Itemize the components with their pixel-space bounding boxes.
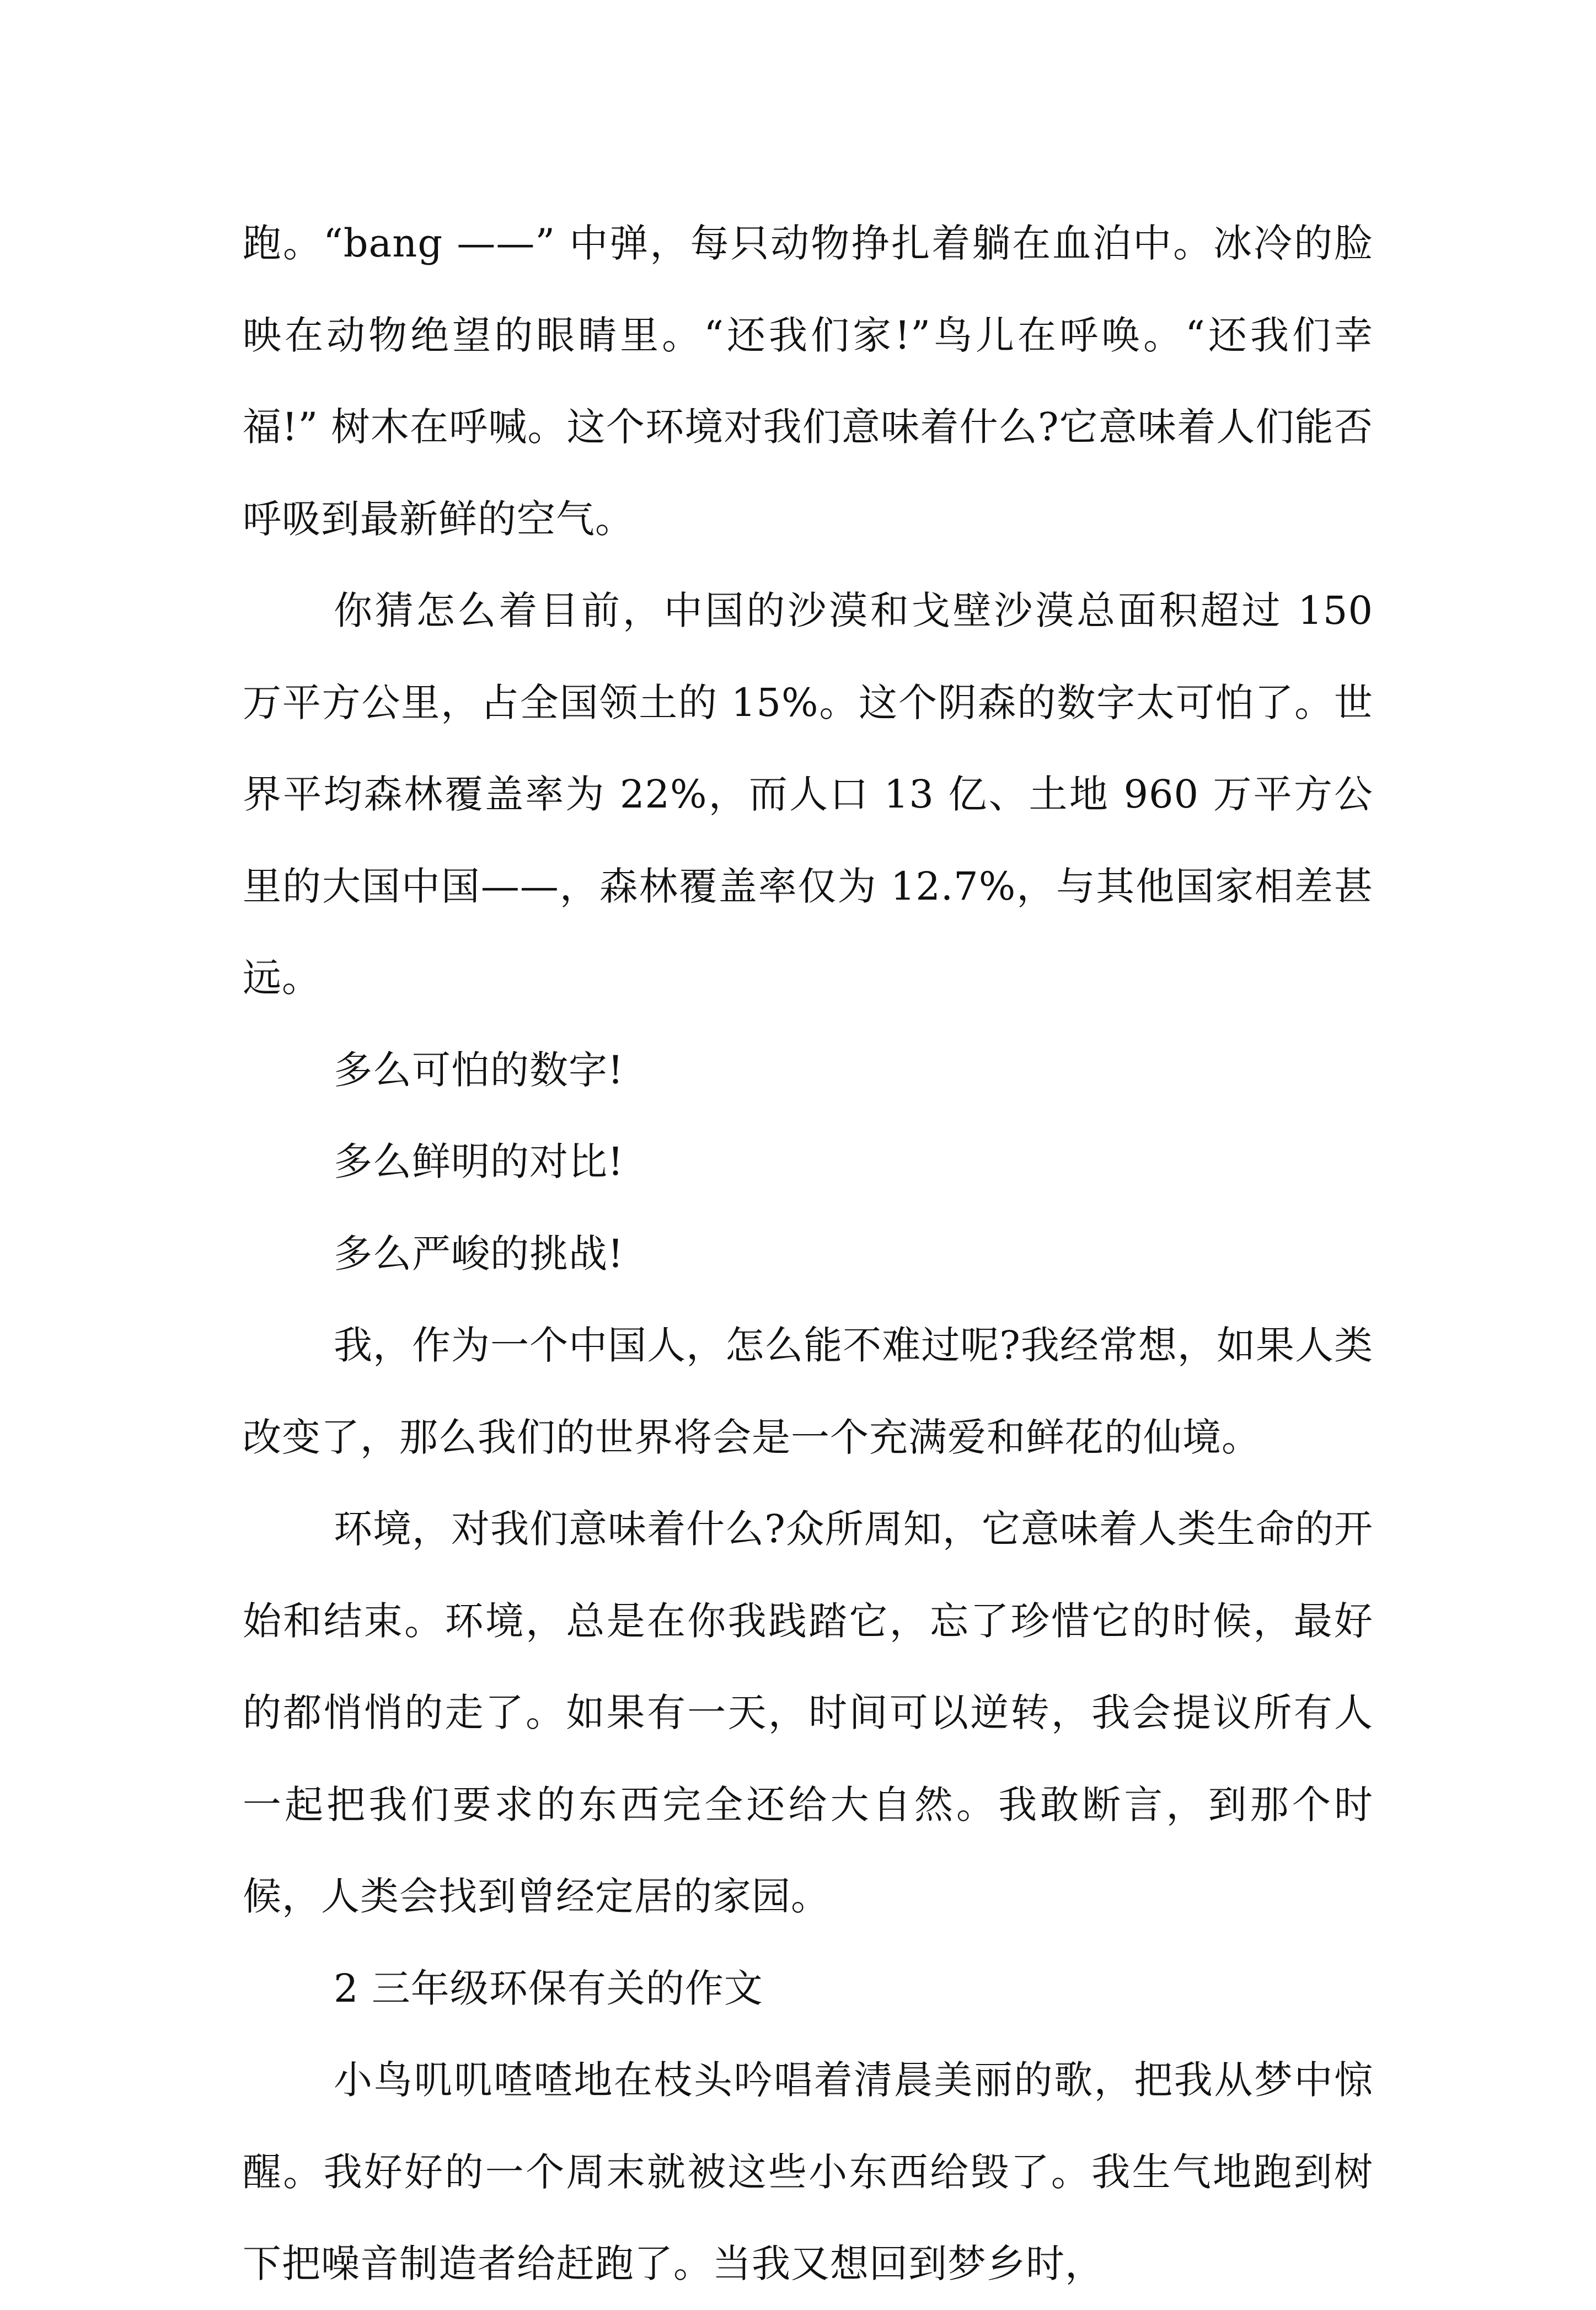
document-body xyxy=(243,197,1373,2310)
paragraph: 我，作为一个中国人，怎么能不难过呢?我经常想，如果人类改变了，那么我们的世界将会是一个充满爱和鲜花的仙境。 xyxy=(243,1323,1373,1460)
paragraph: 你猜怎么着目前，中国的沙漠和戈壁沙漠总面积超过 150 万平方公里，占全国领土的 15%。这个阴森的数字太可怕了。世界平均森林覆盖率为 22%，而人口 13 亿、土地 960 万平方公里的大国中国——，森林覆盖率仅为 12.7%，与其他国家相差甚远。 xyxy=(243,588,1373,1001)
section-heading: 2 三年级环保有关的作文 xyxy=(334,1965,763,2011)
paragraph: 多么鲜明的对比! xyxy=(334,1139,624,1184)
paragraph: 多么可怕的数字! xyxy=(334,1047,624,1093)
paragraph: 小鸟叽叽喳喳地在枝头吟唱着清晨美丽的歌，把我从梦中惊醒。我好好的一个周末就被这些小东西给毁了。我生气地跑到树下把噪音制造者给赶跑了。当我又想回到梦乡时， xyxy=(243,2057,1373,2286)
paragraph: 环境，对我们意味着什么?众所周知，它意味着人类生命的开始和结束。环境，总是在你我践踏它，忘了珍惜它的时候，最好的都悄悄的走了。如果有一天，时间可以逆转，我会提议所有人一起把我们要求的东西完全还给大自然。我敢断言，到那个时候，人类会找到曾经定居的家园。 xyxy=(243,1506,1373,1919)
paragraph: 多么严峻的挑战! xyxy=(334,1231,624,1276)
paragraph: 跑。“bang ——” 中弹，每只动物挣扎着躺在血泊中。冰冷的脸映在动物绝望的眼睛里。“还我们家!”鸟儿在呼唤。“还我们幸福!” 树木在呼喊。这个环境对我们意味着什么?它意味着人们能否呼吸到最新鲜的空气。 xyxy=(243,221,1373,542)
